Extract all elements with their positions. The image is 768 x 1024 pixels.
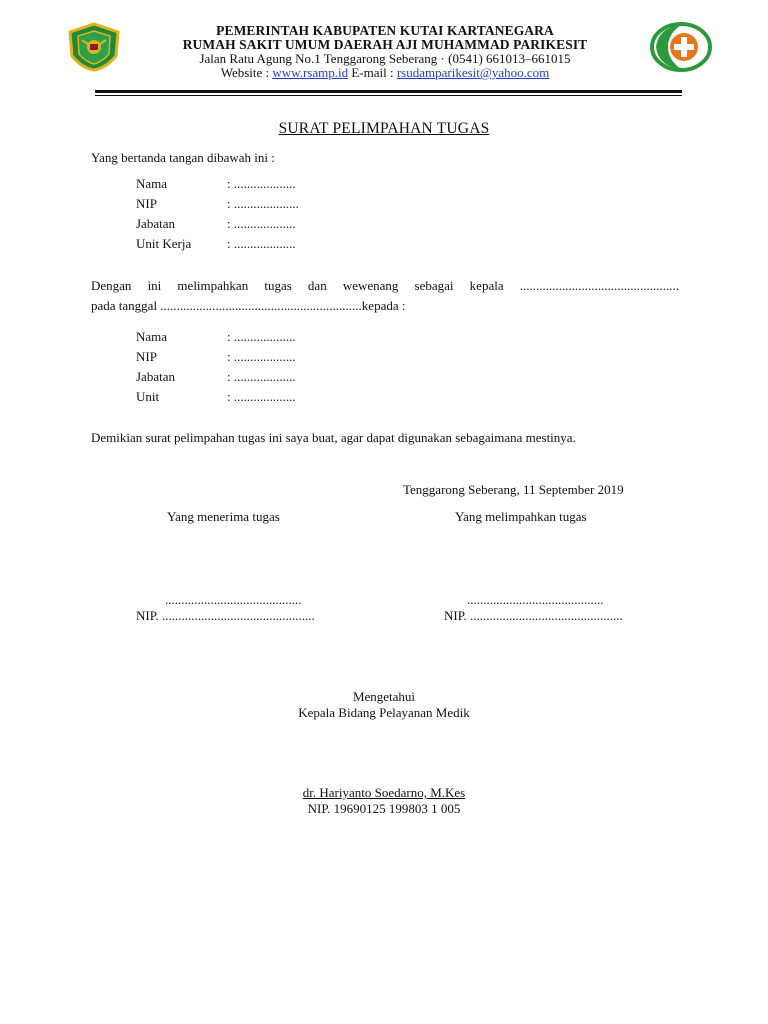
- receiver-position-label: Jabatan: [136, 369, 175, 384]
- approval-name-text: dr. Hariyanto Soedarno, M.Kes: [302, 785, 466, 800]
- giver-position-label: Jabatan: [136, 216, 175, 231]
- receiver-signature-line: ..........................................: [165, 592, 302, 607]
- giver-nip: NIP. ...............................................: [444, 608, 623, 623]
- receiver-name-label: Nama: [136, 329, 168, 344]
- email-link[interactable]: rsudamparikesit@yahoo.com: [396, 65, 550, 80]
- letterhead-address: Jalan Ratu Agung No.1 Tenggarong Seberang · (0541) 661013–661015: [199, 51, 571, 66]
- closing-statement: Demikian surat pelimpahan tugas ini saya buat, agar dapat digunakan sebagaimana mestinya.: [91, 430, 576, 445]
- receiver-nip: NIP. ...............................................: [136, 608, 315, 623]
- receiver-nip-label: NIP: [136, 349, 157, 364]
- receiver-position-value: : ...................: [227, 369, 296, 384]
- website-label: Website :: [220, 65, 273, 80]
- hospital-logo: [650, 22, 712, 72]
- giver-nip-label: NIP: [136, 196, 157, 211]
- header-divider-thick: [95, 90, 682, 93]
- receiver-name-value: : ...................: [227, 329, 296, 344]
- approval-heading: Mengetahui: [352, 689, 416, 704]
- letterhead-government: PEMERINTAH KABUPATEN KUTAI KARTANEGARA: [216, 23, 554, 38]
- letterhead-contact: [150, 66, 620, 80]
- letterhead-hospital: RUMAH SAKIT UMUM DAERAH AJI MUHAMMAD PARIKESIT: [182, 37, 588, 52]
- giver-unit-value: : ...................: [227, 236, 296, 251]
- intro-text: Yang bertanda tangan dibawah ini :: [91, 150, 275, 165]
- giver-name-value: : ...................: [227, 176, 296, 191]
- giver-signature-line: ..........................................: [467, 592, 604, 607]
- giver-sign-heading: Yang melimpahkan tugas: [455, 509, 587, 524]
- approval-nip: NIP. 19690125 199803 1 005: [307, 801, 461, 816]
- approval-position: Kepala Bidang Pelayanan Medik: [298, 705, 470, 720]
- delegation-line-1: Dengan ini melimpahkan tugas dan wewenang sebagai kepala .................................................: [91, 278, 679, 293]
- website-link[interactable]: www.rsamp.id: [272, 65, 349, 80]
- giver-name-label: Nama: [136, 176, 168, 191]
- giver-nip-value: : ....................: [227, 196, 299, 211]
- receiver-unit-label: Unit: [136, 389, 160, 404]
- receiver-unit-value: : ...................: [227, 389, 296, 404]
- approval-name: [0, 785, 768, 801]
- receiver-nip-value: : ...................: [227, 349, 296, 364]
- delegation-line-2: pada tanggal ..............................................................kepada :: [91, 298, 406, 313]
- receiver-sign-heading: Yang menerima tugas: [167, 509, 280, 524]
- giver-position-value: : ...................: [227, 216, 296, 231]
- regency-crest-logo: [66, 22, 122, 72]
- email-label: E-mail :: [348, 65, 397, 80]
- giver-unit-label: Unit Kerja: [136, 236, 192, 251]
- document-title: SURAT PELIMPAHAN TUGAS: [278, 120, 490, 137]
- header-divider-thin: [95, 95, 682, 96]
- place-date: Tenggarong Seberang, 11 September 2019: [403, 482, 624, 497]
